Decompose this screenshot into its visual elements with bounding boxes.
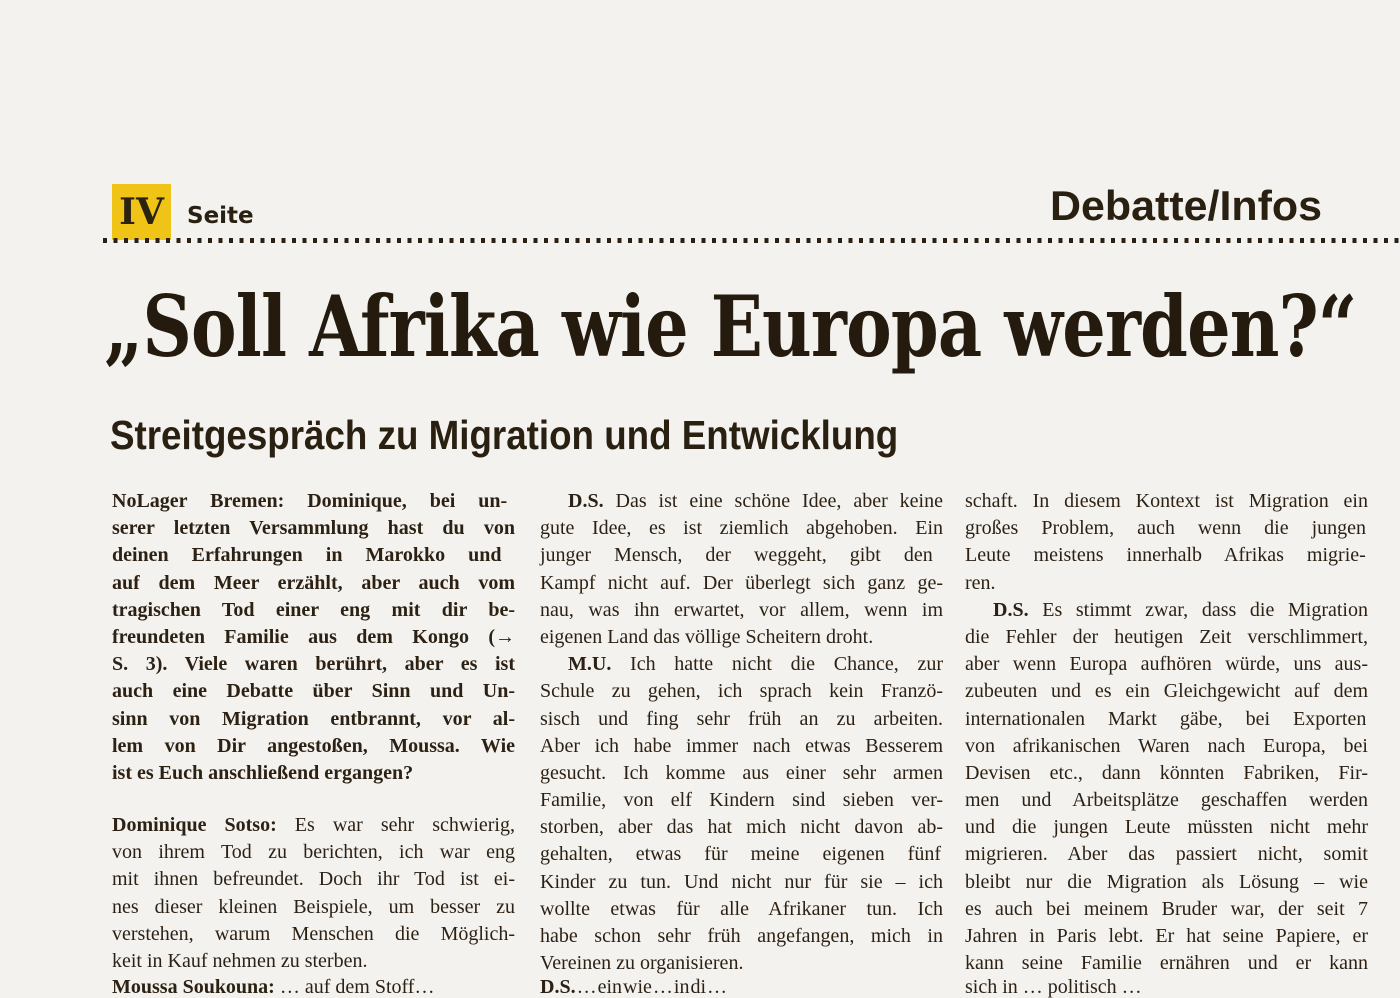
text-line: nau, was ihn erwartet, vor allem, wenn im — [540, 598, 943, 621]
paragraph — [112, 812, 515, 975]
text-line: Kinder zu tun. Und nicht nur für sie – ich — [540, 870, 943, 893]
text-line: schaft. In diesem Kontext ist Migration ein — [965, 490, 1368, 512]
text-line: auf dem Meer erzählt, aber auch vom — [112, 571, 515, 594]
text-line: von afrikanischen Waren nach Europa, bei — [965, 734, 1368, 757]
article-column-3 — [965, 488, 1368, 998]
text-line: M.U. Ich hatte nicht die Chance, zur — [568, 653, 943, 676]
text-line: sisch und fing sehr früh an zu arbeiten. — [540, 707, 943, 730]
text-line: Leute meistens innerhalb Afrikas migrie- — [965, 544, 1366, 567]
text-line: internationalen Markt gäbe, bei Exporten — [965, 707, 1367, 730]
clipped-text-line: Moussa Soukouna: … auf dem Stoff… — [112, 976, 435, 998]
text-line: keit in Kauf nehmen zu sterben. — [112, 950, 368, 972]
text-line: und die jungen Leute müssten nicht mehr — [965, 816, 1368, 839]
subtitle: Streitgespräch zu Migration und Entwicklung — [110, 412, 899, 458]
text-line: S. 3). Viele waren berührt, aber es ist — [112, 653, 515, 676]
text-line: Familie, von elf Kindern sind sieben ver- — [540, 789, 943, 812]
text-line: eigenen Land das völlige Scheitern droht. — [540, 625, 874, 648]
text-line: aber wenn Europa aufhören würde, uns aus- — [965, 653, 1368, 676]
speaker-name: M.U. — [568, 653, 612, 676]
section-header: Debatte/Infos — [1049, 182, 1322, 229]
text-line: migrieren. Aber das passiert nicht, somit — [965, 843, 1368, 866]
text-line: bleibt nur die Migration als Lösung – wie — [965, 870, 1368, 893]
paragraph — [112, 488, 515, 787]
page-number-badge — [112, 184, 171, 240]
text-line: mit ihnen befreundet. Doch ihr Tod ist ei- — [112, 868, 515, 891]
article-column-2 — [540, 488, 943, 998]
text-line: Jahren in Paris lebt. Er hat seine Papiere, er — [965, 925, 1368, 947]
page-number: IV — [119, 191, 164, 233]
text-line: gesucht. Ich komme aus einer sehr armen — [540, 761, 943, 784]
text-line: die Fehler der heutigen Zeit verschlimmert, — [965, 625, 1368, 648]
text-line: ren. — [965, 571, 996, 594]
text-line: habe schon sehr früh angefangen, mich in — [540, 925, 943, 947]
text-line: tragischen Tod einer eng mit dir be- — [112, 598, 515, 621]
text-line: lem von Dir angestoßen, Moussa. Wie — [112, 734, 515, 757]
text-line: verstehen, warum Menschen die Möglich- — [112, 922, 515, 945]
text-line: deinen Erfahrungen in Marokko und — [112, 544, 502, 567]
text-line: Vereinen zu organisieren. — [540, 952, 744, 975]
text-line: D.S. Es stimmt zwar, dass die Migration — [993, 598, 1368, 621]
text-line: auch eine Debatte über Sinn und Un- — [112, 680, 515, 703]
text-line: storben, aber das hat mich nicht davon ab- — [540, 816, 943, 839]
text-line: großes Problem, auch wenn die jungen — [965, 517, 1367, 540]
speaker-name: D.S. — [540, 976, 576, 998]
text-line: nes dieser kleinen Beispiele, um besser zu — [112, 895, 515, 918]
text-line: Dominique Sotso: Es war sehr schwierig, — [112, 814, 515, 837]
text-line: men und Arbeitsplätze geschaffen werden — [965, 789, 1368, 812]
paragraph — [540, 488, 943, 651]
text-line: ist es Euch anschließend ergangen? — [112, 761, 414, 784]
page-label: Seite — [187, 203, 254, 229]
speaker-name: Dominique Sotso: — [112, 814, 277, 837]
paragraph — [540, 651, 943, 977]
headline: „Soll Afrika wie Europa werden?“ — [104, 277, 1357, 376]
text-line: serer letzten Versammlung hast du von — [112, 517, 515, 540]
speaker-name: D.S. — [568, 490, 604, 512]
speaker-name: D.S. — [993, 598, 1029, 621]
text-line: von ihrem Tod zu berichten, ich war eng — [112, 841, 515, 864]
text-line: Kampf nicht auf. Der überlegt sich ganz ge- — [540, 571, 943, 594]
text-line: sinn von Migration entbrannt, vor al- — [112, 707, 515, 730]
paragraph — [965, 597, 1368, 978]
text-line: kann seine Familie ernähren und er kann — [965, 952, 1368, 975]
text-line: Aber ich habe immer nach etwas Besserem — [540, 734, 943, 757]
text-line: Devisen etc., dann könnten Fabriken, Fir- — [965, 761, 1368, 784]
article-column-1 — [112, 488, 515, 998]
text-line: junger Mensch, der weggeht, gibt den — [540, 544, 933, 567]
text-line: D.S. Das ist eine schöne Idee, aber keine — [568, 490, 943, 512]
paragraph — [965, 488, 1368, 597]
text-line: gehalten, etwas für meine eigenen fünf — [540, 843, 941, 866]
text-line: freundeten Familie aus dem Kongo (→ — [112, 625, 515, 648]
text-line: es auch bei meinem Bruder war, der seit 7 — [965, 897, 1368, 920]
text-line: gute Idee, es ist ziemlich abgehoben. Ein — [540, 517, 943, 540]
dotted-rule — [103, 238, 1400, 243]
text-line: Schule zu gehen, ich sprach kein Franzö- — [540, 680, 943, 703]
clipped-text-line: sich in … politisch … — [965, 976, 1142, 998]
text-line: zubeuten und es ein Gleichgewicht auf dem — [965, 680, 1368, 703]
text-line: NoLager Bremen: Dominique, bei un- — [112, 490, 508, 512]
text-line: wollte etwas für alle Afrikaner tun. Ich — [540, 897, 943, 920]
clipped-text-line: D.S. … ein wie … in di … — [540, 976, 728, 998]
speaker-name: Moussa Soukouna: — [112, 976, 275, 998]
